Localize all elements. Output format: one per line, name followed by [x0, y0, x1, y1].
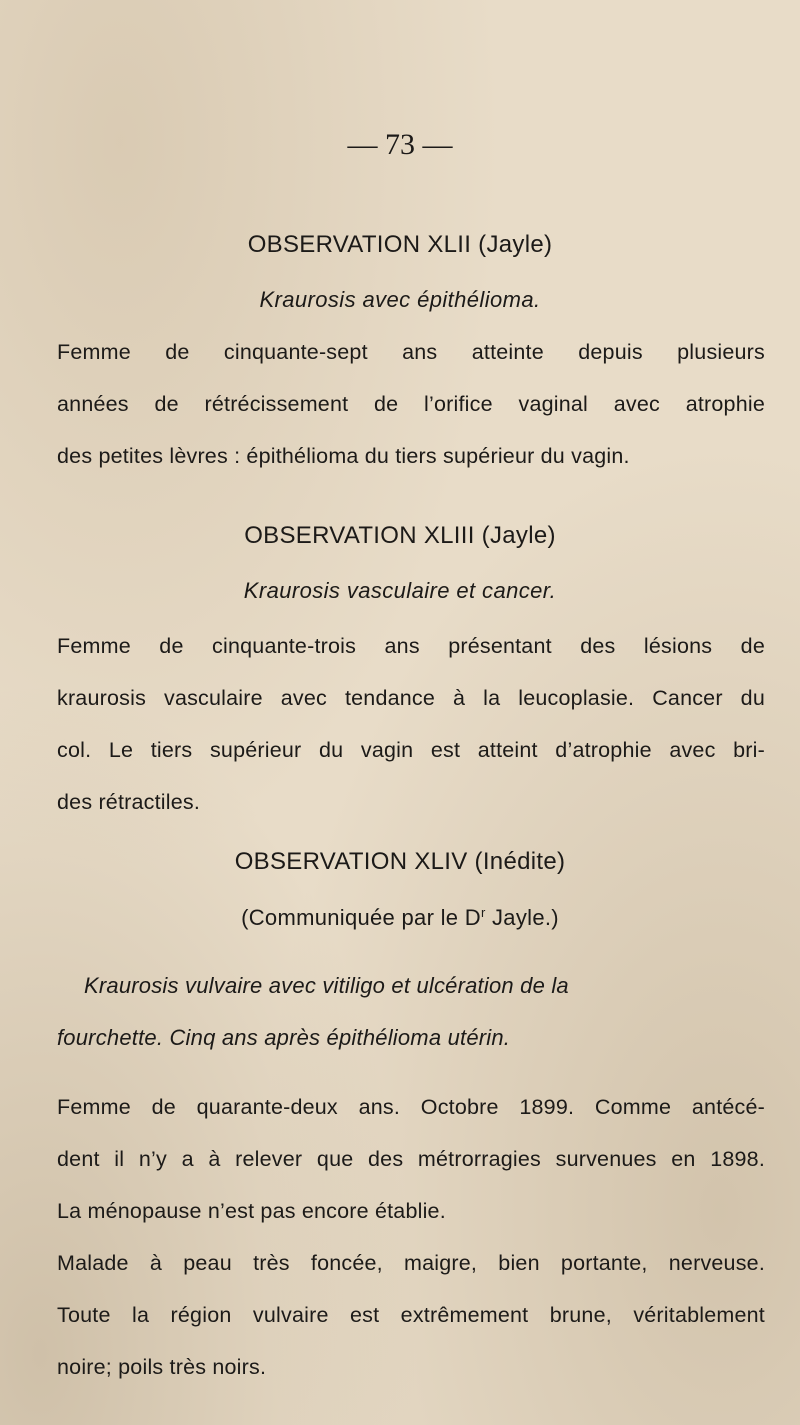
communicated-suffix: Jayle.) [485, 905, 559, 930]
paragraph-line: kraurosis vasculaire avec tendance à la leucoplasie. Cancer du [57, 686, 765, 710]
paragraph-line: Femme de cinquante-trois ans présentant des lésions de [57, 634, 765, 658]
paragraph-line: noire; poils très noirs. [57, 1355, 267, 1379]
subtitle-line: Kraurosis vulvaire avec vitiligo et ulcération de la [84, 973, 569, 998]
subtitle-line: fourchette. Cinq ans après épithélioma utérin. [57, 1025, 511, 1050]
observation-44-paragraph-2 [57, 1237, 765, 1393]
communicated-sup: r [480, 905, 486, 920]
communicated-prefix: (Communiquée par le D [241, 905, 481, 930]
paragraph-line: Malade à peau très foncée, maigre, bien portante, nerveuse. [57, 1251, 765, 1275]
paragraph-line: années de rétrécissement de l’orifice vaginal avec atrophie [57, 392, 765, 416]
observation-44-heading: OBSERVATION XLIV (Inédite) [234, 848, 566, 875]
observation-42-heading: OBSERVATION XLII (Jayle) [247, 231, 553, 258]
paragraph-line: col. Le tiers supérieur du vagin est atteint d’atrophie avec bri- [57, 738, 765, 762]
paragraph-line: des petites lèvres : épithélioma du tiers supérieur du vagin. [57, 444, 630, 468]
paragraph-line: Toute la région vulvaire est extrêmement brune, véritablement [57, 1303, 765, 1327]
paragraph-line: dent il n’y a à relever que des métrorragies survenues en 1898. [57, 1147, 765, 1171]
observation-44-paragraph-1 [57, 1081, 765, 1237]
observation-42-paragraph [57, 326, 765, 482]
observation-43-heading: OBSERVATION XLIII (Jayle) [244, 522, 556, 549]
paragraph-line: Femme de cinquante-sept ans atteinte depuis plusieurs [57, 340, 765, 364]
observation-42-subtitle: Kraurosis avec épithélioma. [259, 287, 541, 312]
paragraph-line: des rétractiles. [57, 790, 201, 814]
observation-44-subtitle [57, 960, 765, 1064]
observation-43-subtitle: Kraurosis vasculaire et cancer. [243, 578, 557, 603]
observation-43-paragraph [57, 620, 765, 828]
paragraph-line: La ménopause n’est pas encore établie. [57, 1199, 446, 1223]
page-number: — 73 — [347, 128, 453, 161]
paragraph-line: Femme de quarante-deux ans. Octobre 1899. Comme antécé- [57, 1095, 765, 1119]
observation-44-communicated [0, 905, 800, 931]
